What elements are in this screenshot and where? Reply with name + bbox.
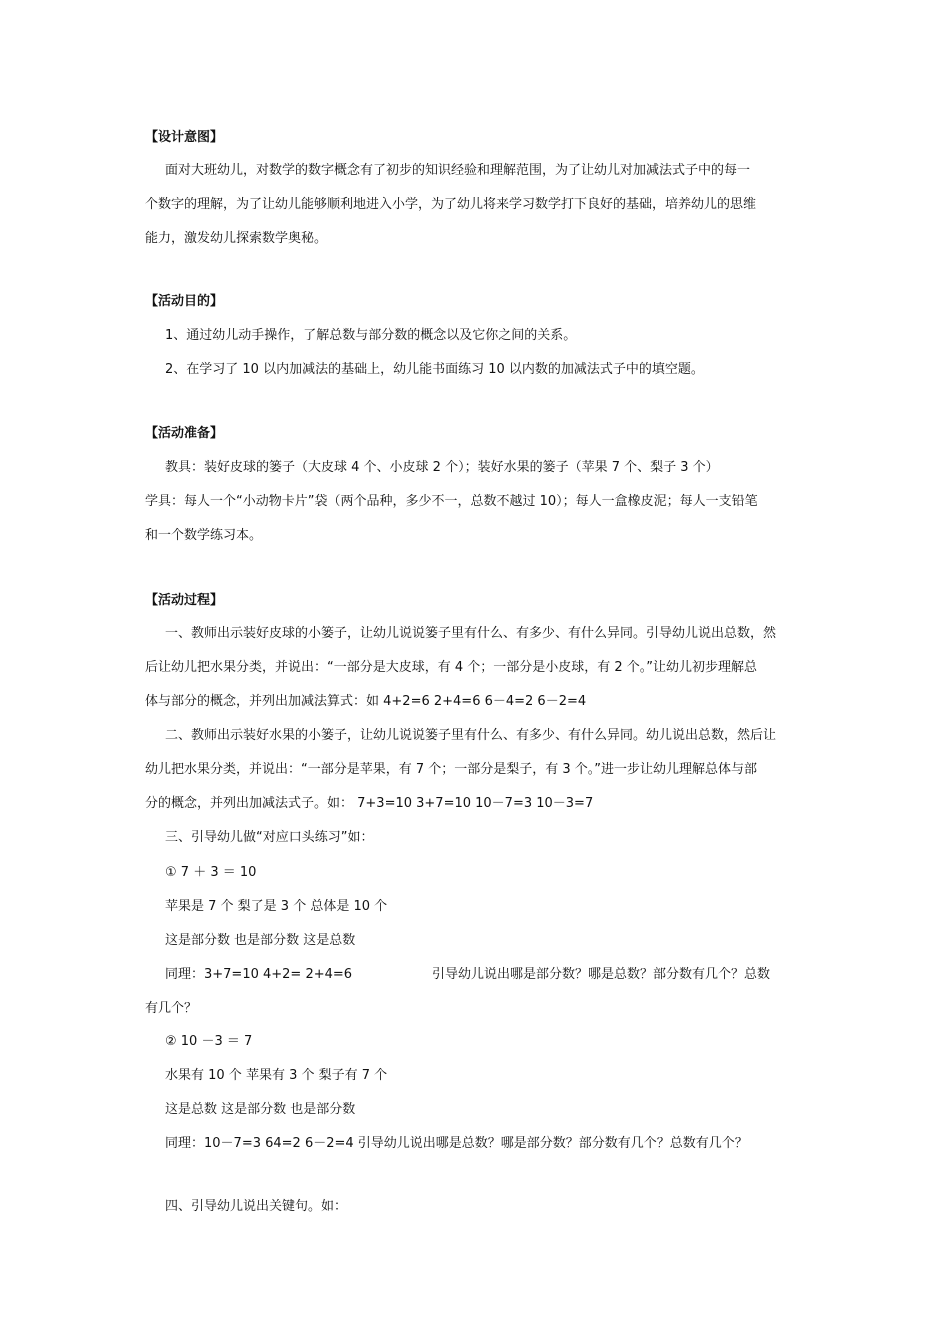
example-2-labels: 这是总数 这是部分数 也是部分数	[165, 1102, 356, 1117]
process-line-1: 一、教师出示装好皮球的小篓子，让幼儿说说篓子里有什么、有多少、有什么异同。引导幼儿说出总数，然	[165, 626, 777, 641]
example-1-similar: 同理：3+7=10 4+2= 2+4=6	[165, 967, 353, 982]
example-2-parts: 水果有 10 个 苹果有 3 个 梨子有 7 个	[165, 1068, 388, 1083]
example-1-prompt: 引导幼儿说出哪是部分数？哪是总数？部分数有几个？总数	[432, 967, 771, 982]
design-line-2: 个数字的理解，为了让幼儿能够顺利地进入小学，为了幼儿将来学习数学打下良好的基础，培养幼儿的思维	[145, 197, 757, 212]
process-line-four: 四、引导幼儿说出关键句。如：	[165, 1199, 348, 1214]
example-2-similar: 同理：10－7=3 64=2 6－2=4 引导幼儿说出哪是总数？哪是部分数？部分数有几个？总数有几个？	[165, 1136, 748, 1151]
example-1-parts: 苹果是 7 个 梨了是 3 个 总体是 10 个	[165, 899, 388, 914]
process-line-4: 二、教师出示装好水果的小篓子，让幼儿说说篓子里有什么、有多少、有什么异同。幼儿说出总数，然后让	[165, 728, 777, 743]
process-line-2: 后让幼儿把水果分类，并说出：“一部分是大皮球，有 4 个；一部分是小皮球，有 2 个。”让幼儿初步理解总	[145, 660, 758, 675]
design-heading: 【设计意图】	[145, 130, 224, 145]
prep-line-1: 教具：装好皮球的篓子（大皮球 4 个、小皮球 2 个）；装好水果的篓子（苹果 7 个、梨子 3 个）	[165, 460, 719, 475]
process-line-5: 幼儿把水果分类，并说出：“一部分是苹果，有 7 个；一部分是梨子，有 3 个。”进一步让幼儿理解总体与部	[145, 762, 758, 777]
example-1-prompt-cont: 有几个？	[145, 1001, 198, 1016]
design-line-3: 能力，激发幼儿探索数学奥秘。	[145, 231, 328, 246]
goals-heading: 【活动目的】	[145, 294, 224, 309]
prep-line-3: 和一个数学练习本。	[145, 528, 263, 543]
goals-line-1: 1、通过幼儿动手操作，了解总数与部分数的概念以及它你之间的关系。	[165, 328, 577, 343]
example-1-equation: ① 7 ＋ 3 ＝ 10	[165, 865, 257, 880]
example-2-equation: ② 10 －3 ＝ 7	[165, 1034, 253, 1049]
prep-heading: 【活动准备】	[145, 426, 224, 441]
goals-line-2: 2、在学习了 10 以内加减法的基础上，幼儿能书面练习 10 以内数的加减法式子中的填空题。	[165, 362, 704, 377]
prep-line-2: 学具：每人一个“小动物卡片”袋（两个品种，多少不一，总数不越过 10）；每人一盒橡皮泥；每人一支铅笔	[145, 494, 758, 509]
design-line-1: 面对大班幼儿，对数学的数字概念有了初步的知识经验和理解范围，为了让幼儿对加减法式子中的每一	[165, 163, 751, 178]
process-line-6: 分的概念，并列出加减法式子。如： 7+3=10 3+7=10 10－7=3 10－3=7	[145, 796, 594, 811]
process-line-3: 体与部分的概念，并列出加减法算式：如 4+2=6 2+4=6 6－4=2 6－2=4	[145, 694, 587, 709]
process-heading: 【活动过程】	[145, 593, 224, 608]
example-1-labels: 这是部分数 也是部分数 这是总数	[165, 933, 356, 948]
process-line-7: 三、引导幼儿做“对应口头练习”如：	[165, 830, 374, 845]
